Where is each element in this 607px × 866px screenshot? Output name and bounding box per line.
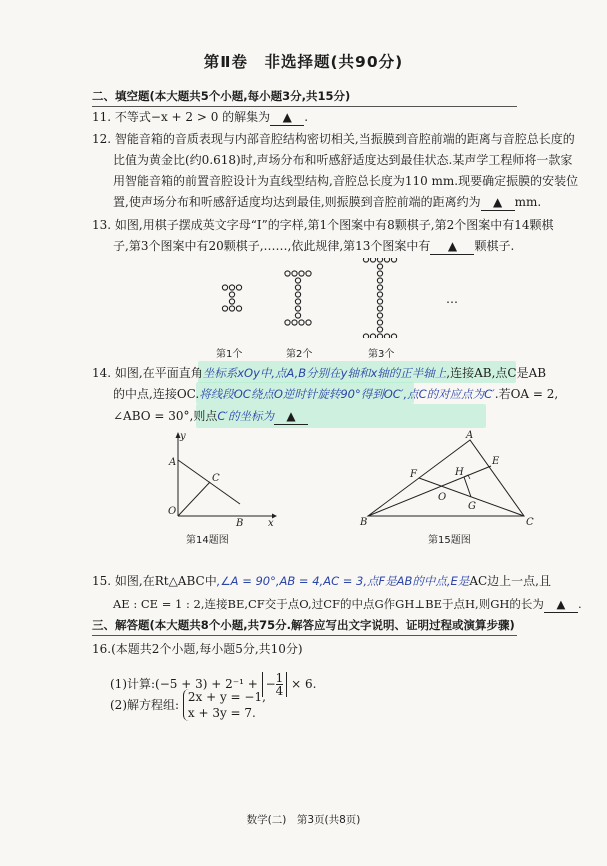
question-11	[92, 110, 308, 126]
section-heading-solutions: 三、解答题(本大题共8个小题,共75分.解答应写出文字说明、证明过程或演算步骤)	[92, 618, 515, 632]
label-h: H	[455, 467, 464, 478]
pattern-2	[285, 271, 311, 325]
question-16-part-2	[110, 689, 266, 721]
question-text: 15. 如图,在Rt△ABC中	[92, 574, 217, 588]
chess-piece	[295, 285, 300, 290]
equation-system	[183, 689, 266, 721]
chess-piece	[292, 320, 297, 325]
page-footer: 数学(二) 第3页(共8页)	[246, 814, 361, 826]
chess-piece	[295, 292, 300, 297]
chess-piece	[229, 292, 234, 297]
page-title: 第Ⅱ卷 非选择题(共90分)	[203, 53, 404, 71]
figure-14-caption: 第14题图	[186, 535, 229, 546]
label-e: E	[492, 456, 500, 467]
chess-piece	[299, 271, 304, 276]
label-a: A	[169, 457, 177, 468]
chess-piece	[295, 299, 300, 304]
chess-piece	[222, 306, 227, 311]
question-12-line-3: 用智能音箱的前置音腔设计为直线型结构,音腔总长度为110 mm.现要确定振膜的安装位	[113, 174, 579, 188]
chess-piece	[292, 271, 297, 276]
chess-piece	[377, 320, 382, 325]
chess-piece	[306, 271, 311, 276]
chess-piece	[377, 271, 382, 276]
unit: mm.	[514, 195, 542, 209]
chess-piece	[391, 334, 396, 338]
equation-2: x + 3y = 7.	[187, 706, 256, 720]
question-14-line-1	[92, 366, 546, 381]
chess-piece	[236, 285, 241, 290]
question-14-line-2	[113, 387, 558, 402]
chess-piece	[377, 292, 382, 297]
label-b: B	[360, 517, 368, 528]
question-text: AE : CE = 1 : 2,连接BE,CF交于点O,过CF的中点G作GH⊥BE于点H,则GH的长为	[113, 597, 544, 611]
pattern-3	[363, 258, 396, 338]
label-o: O	[168, 506, 177, 517]
label-y: y	[180, 431, 186, 442]
question-text: ∠ABO = 30°,则点	[113, 409, 218, 423]
question-12-line-1: 12. 智能音箱的音质表现与内部音腔结构密切相关,当振膜到音腔前端的距离与音腔总长度的	[92, 132, 575, 146]
question-text: × 6.	[291, 677, 317, 691]
equation-1: 2x + y = −1,	[187, 690, 266, 704]
pattern-1	[222, 285, 241, 311]
question-text: 的中点,连接OC.	[113, 387, 200, 401]
chess-piece	[377, 327, 382, 332]
absolute-value: − $\frac{1}{4}$	[262, 672, 288, 697]
segment-gh	[464, 477, 471, 497]
chess-piece	[370, 334, 375, 338]
chess-piece	[377, 278, 382, 283]
question-text: 11. 不等式−x + 2 > 0 的解集为	[92, 110, 271, 124]
chess-piece	[377, 334, 382, 338]
chess-piece	[377, 313, 382, 318]
question-text: 子,第3个图案中有20颗棋子,……,依此规律,第13个图案中有	[113, 239, 431, 253]
segment-ab	[178, 460, 240, 504]
chess-piece	[285, 271, 290, 276]
answer-blank: ▲	[274, 409, 308, 425]
label-a: A	[466, 430, 474, 441]
handwritten-annotation: 将线段OC绕点O逆时针旋转90°得到OC′,点C的对应点为C′	[199, 387, 495, 401]
segment-oc	[178, 482, 210, 516]
question-16-intro: 16.(本题共2个小题,每小题5分,共10分)	[92, 642, 303, 656]
figure-14-coordinate-diagram	[150, 428, 280, 528]
answer-blank: ▲	[430, 239, 474, 255]
chess-piece	[377, 306, 382, 311]
pattern-label-1: 第1个	[216, 349, 243, 360]
question-15-line-1	[92, 574, 551, 589]
denominator: 4	[275, 684, 284, 698]
chess-piece	[363, 334, 368, 338]
chess-piece	[377, 264, 382, 269]
label-o: O	[438, 492, 447, 503]
section-heading-fill-in: 二、填空题(本大题共5个小题,每小题3分,共15分)	[92, 89, 351, 103]
chess-piece	[295, 278, 300, 283]
chess-piece	[236, 306, 241, 311]
label-x: x	[268, 518, 274, 528]
label-b: B	[236, 518, 244, 528]
chess-piece	[391, 258, 396, 262]
section-divider	[92, 635, 517, 636]
answer-blank: ▲	[544, 597, 578, 613]
chess-piece	[229, 285, 234, 290]
label-c: C	[526, 517, 534, 528]
pattern-label-3: 第3个	[368, 349, 395, 360]
figure-15-triangle-diagram	[358, 428, 538, 528]
figure-15-caption: 第15题图	[428, 535, 471, 546]
question-12-line-4	[113, 195, 541, 211]
chess-piece	[377, 285, 382, 290]
unit: 颗棋子.	[474, 239, 515, 253]
chess-piece	[363, 258, 368, 262]
section-divider	[92, 106, 517, 107]
chess-piece	[299, 320, 304, 325]
question-13-line-1: 13. 如图,用棋子摆成英文字母“I”的字样,第1个图案中有8颗棋子,第2个图案中有14颗棋	[92, 218, 554, 232]
answer-blank: ▲	[270, 110, 304, 126]
triangle-abc	[368, 440, 524, 516]
handwritten-annotation: C′的坐标为	[217, 409, 275, 423]
chess-piece	[306, 320, 311, 325]
chess-piece	[370, 258, 375, 262]
chess-piece	[377, 299, 382, 304]
numerator: 1	[275, 671, 284, 685]
question-text: AC边上一点,且	[469, 574, 551, 588]
pattern-ellipsis: …	[446, 292, 458, 306]
question-text: .若OA = 2,	[494, 387, 559, 401]
question-text: (2)解方程组:	[110, 698, 180, 712]
handwritten-annotation: ,∠A = 90°,AB = 4,AC = 3,点F是AB的中点,E是	[216, 574, 470, 588]
question-12-line-2: 比值为黄金比(约0.618)时,声场分布和听感舒适度达到最佳状态.某声学工程师将一款家	[113, 153, 573, 167]
chess-piece	[285, 320, 290, 325]
question-text: 14. 如图,在平面直角	[92, 366, 203, 380]
chess-piece	[295, 306, 300, 311]
punctuation: .	[304, 110, 309, 124]
chess-piece	[229, 299, 234, 304]
fraction	[276, 672, 284, 697]
question-13-line-2	[113, 239, 514, 255]
question-text: (1)计算:(−5 + 3) + 2⁻¹ +	[110, 677, 262, 691]
label-f: F	[410, 469, 417, 480]
question-text: 置,使声场分布和听感舒适度均达到最佳,则振膜到音腔前端的距离约为	[113, 195, 481, 209]
chess-piece	[229, 306, 234, 311]
question-14-line-3	[113, 409, 308, 425]
pattern-label-2: 第2个	[286, 349, 313, 360]
question-text: ,连接AB,点C是AB	[446, 366, 547, 380]
label-c: C	[212, 473, 220, 484]
chess-piece	[295, 313, 300, 318]
chess-piece-pattern-figure	[200, 258, 480, 338]
label-g: G	[468, 501, 476, 512]
chess-piece	[384, 258, 389, 262]
chess-piece	[377, 258, 382, 262]
chess-piece	[384, 334, 389, 338]
punctuation: .	[577, 597, 582, 611]
answer-blank: ▲	[481, 195, 515, 211]
chess-piece	[222, 285, 227, 290]
question-15-line-2	[113, 597, 582, 613]
handwritten-annotation: 坐标系xOy中,点A,B分别在y轴和x轴的正半轴上	[202, 366, 447, 380]
